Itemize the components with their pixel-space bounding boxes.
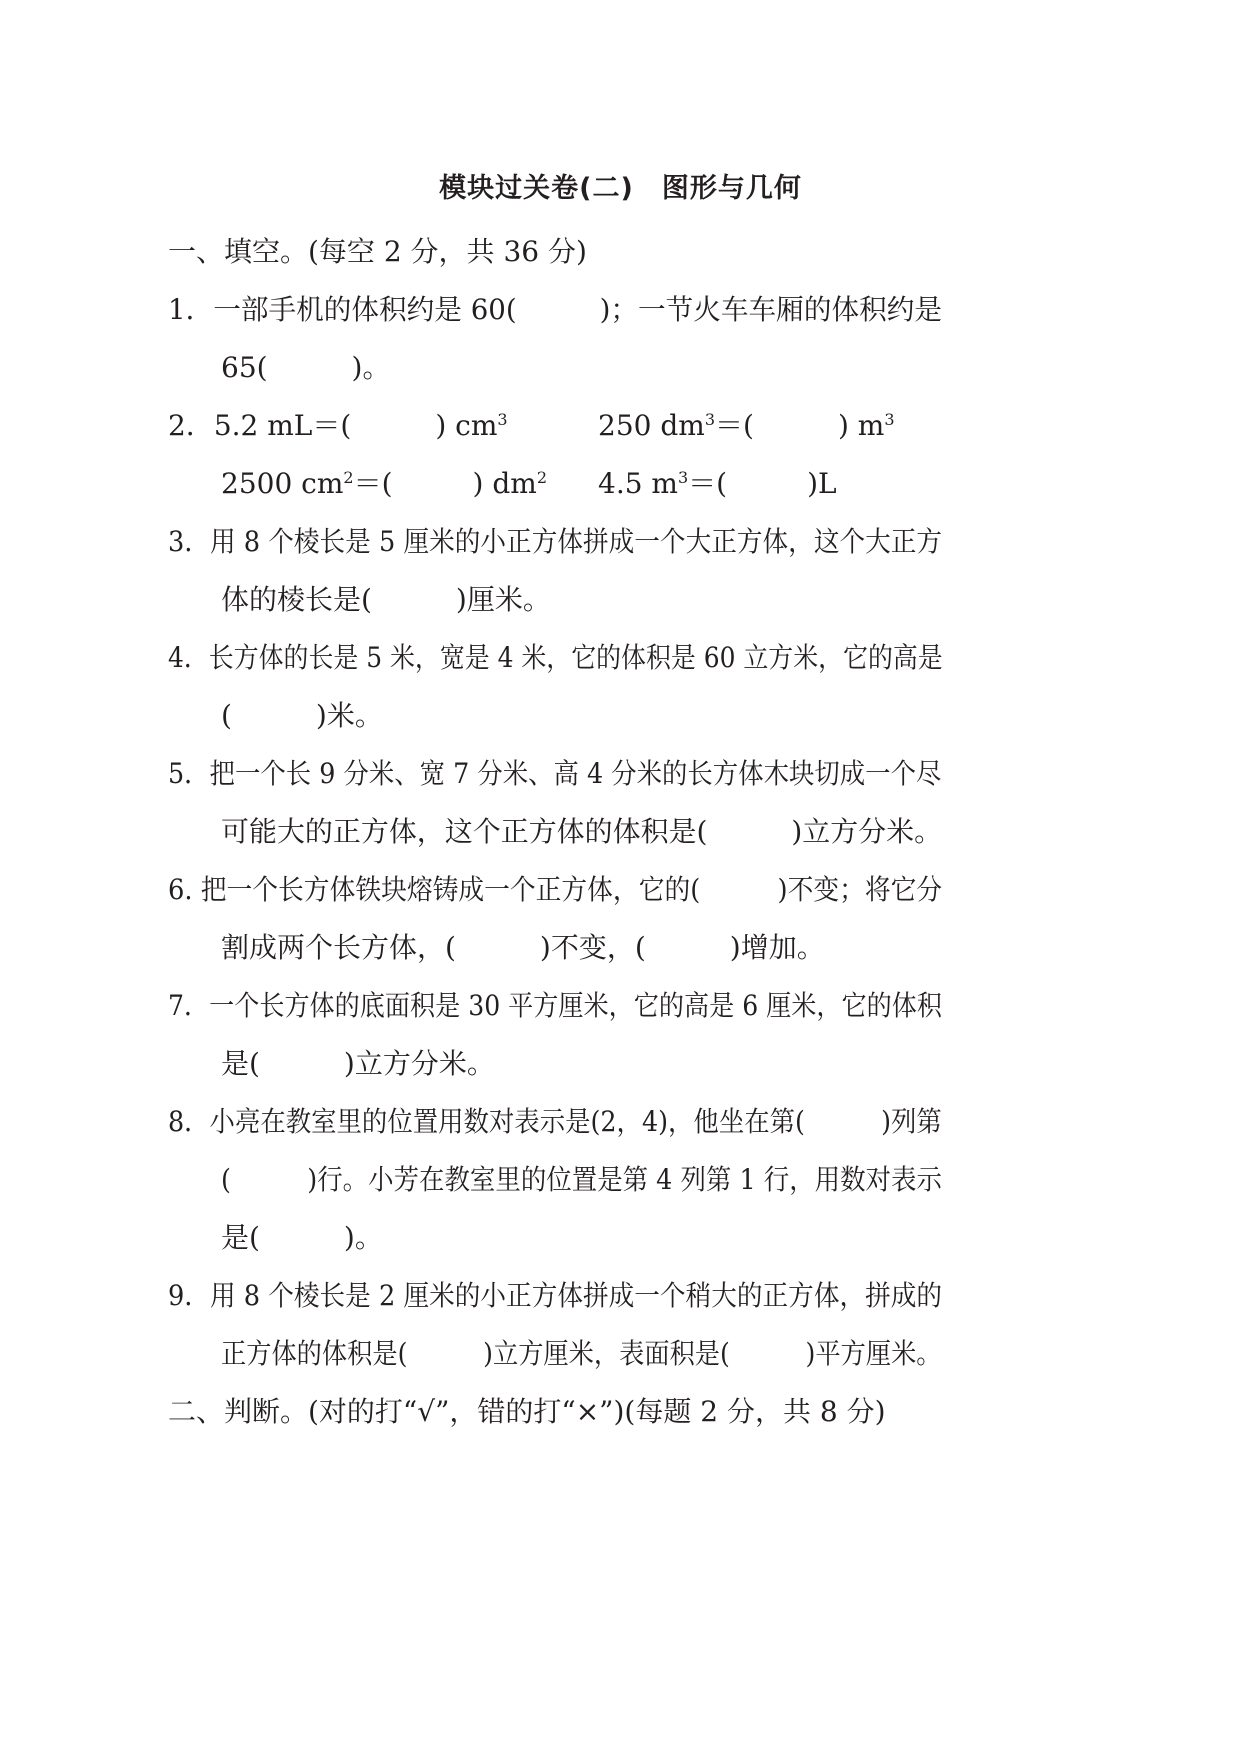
question-5-line-1: 5．把一个长 9 分米、宽 7 分米、高 4 分米的长方体木块切成一个尽 <box>168 757 942 790</box>
question-1-line-1: 1．一部手机的体积约是 60( )；一节火车车厢的体积约是 <box>168 293 943 326</box>
question-8-line-1: 8．小亮在教室里的位置用数对表示是(2，4)，他坐在第( )列第 <box>168 1105 942 1138</box>
question-5-line-2: 可能大的正方体，这个正方体的体积是( )立方分米。 <box>221 815 943 848</box>
question-6-line-1: 6. 把一个长方体铁块熔铸成一个正方体，它的( )不变；将它分 <box>168 873 943 906</box>
question-8-line-3: 是( )。 <box>221 1221 383 1254</box>
question-3-line-1: 3．用 8 个棱长是 5 厘米的小正方体拼成一个大正方体，这个大正方 <box>168 525 943 558</box>
section-1-heading: 一、填空。(每空 2 分，共 36 分) <box>168 235 587 268</box>
question-6-line-2: 割成两个长方体，( )不变，( )增加。 <box>221 931 825 964</box>
question-3-line-2: 体的棱长是( )厘米。 <box>221 583 551 616</box>
q2b-exponent-2: 3 <box>884 410 895 429</box>
question-2-item-d <box>598 467 837 501</box>
q2c-eq: ＝( <box>353 467 393 500</box>
question-2-item-c <box>221 467 547 501</box>
q2b-unit: ) m <box>837 409 885 442</box>
question-9-line-2: 正方体的体积是( )立方厘米，表面积是( )平方厘米。 <box>221 1337 942 1370</box>
q2a-unit: ) cm <box>435 409 498 442</box>
q2a-exponent: 3 <box>497 410 508 429</box>
q2b-text: 250 dm <box>598 409 705 442</box>
question-9-line-1: 9．用 8 个棱长是 2 厘米的小正方体拼成一个稍大的正方体，拼成的 <box>168 1279 943 1312</box>
section-2-heading: 二、判断。(对的打“√”，错的打“×”)(每题 2 分，共 8 分) <box>168 1395 886 1428</box>
q2c-exponent-1: 2 <box>343 468 354 487</box>
q2c-unit: ) dm <box>472 467 537 500</box>
q2d-text: 4.5 m <box>598 467 678 500</box>
question-4-line-2: ( )米。 <box>221 699 383 732</box>
q2d-unit: )L <box>807 467 837 500</box>
q2b-eq: ＝( <box>715 409 754 442</box>
question-7-line-1: 7．一个长方体的底面积是 30 平方厘米，它的高是 6 厘米，它的体积 <box>168 989 942 1022</box>
q2a-text: 2．5.2 mL＝( <box>168 409 352 442</box>
question-4-line-1: 4．长方体的长是 5 米，宽是 4 米，它的体积是 60 立方米，它的高是 <box>168 641 943 674</box>
q2c-exponent-2: 2 <box>536 468 548 487</box>
question-8-line-2: ( )行。小芳在教室里的位置是第 4 列第 1 行，用数对表示 <box>221 1163 942 1196</box>
question-1-line-2: 65( )。 <box>221 351 391 384</box>
q2d-eq: ＝( <box>688 467 728 500</box>
q2c-text: 2500 cm <box>221 467 344 500</box>
page-title: 模块过关卷(二) 图形与几何 <box>439 173 802 204</box>
q2b-exponent-1: 3 <box>704 410 716 429</box>
question-2-item-b <box>598 409 895 443</box>
question-7-line-2: 是( )立方分米。 <box>221 1047 495 1080</box>
question-2-item-a <box>168 409 508 443</box>
q2d-exponent: 3 <box>677 468 689 487</box>
